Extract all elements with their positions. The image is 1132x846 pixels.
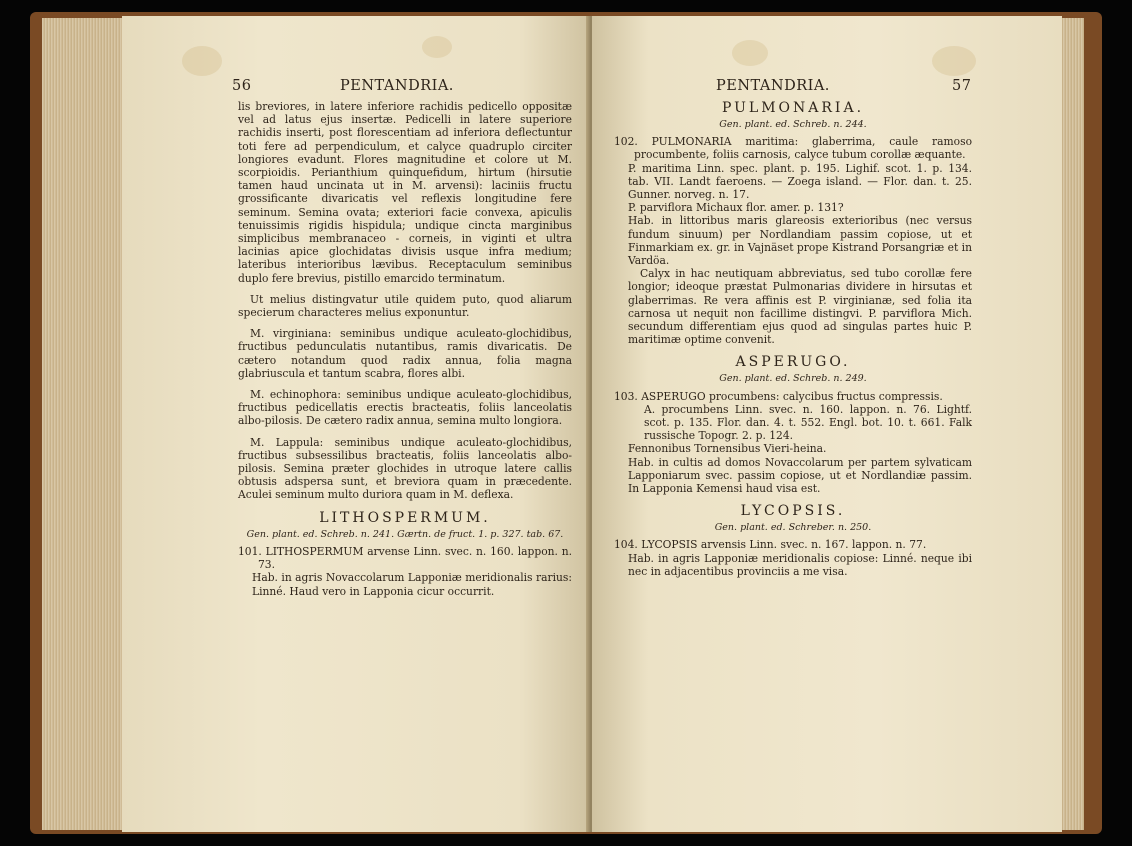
paper-stain	[932, 46, 976, 76]
paper-stain	[422, 36, 452, 58]
paragraph-echinophora: M. echinophora: seminibus undique aculeato-glochidibus, fructibus pedicellatis erectis bracteatis, foliis lanceolatis albo-pilosis. De cætero radix annua, semina multo longiora.	[238, 388, 572, 428]
paper-stain	[732, 40, 768, 66]
fennic-name-103: Fennonibus Tornensibus Vieri-heina.	[628, 442, 827, 456]
left-page-content	[232, 78, 572, 598]
page-number: 56	[232, 78, 252, 94]
genus-reference: Gen. plant. ed. Schreb. n. 249.	[719, 373, 867, 385]
right-page-content	[614, 78, 972, 578]
synonym-parviflora: P. parviflora Michaux flor. amer. p. 131?	[628, 201, 844, 215]
paragraph-virginiana: M. virginiana: seminibus undique aculeato-glochidibus, fructibus pedunculatis nutantibus, ramis divaricatis. De cætero notandum quod radix annua, folia magna glabriuscula et tantum scabra, flores albi.	[238, 327, 572, 380]
genus-heading-pulmonaria: PULMONARIA.	[721, 100, 865, 116]
synonyms-102: P. maritima Linn. spec. plant. p. 195. Lighif. scot. 1. p. 134. tab. VII. Landt faeroens. — Zoega island. — Flor. dan. t. 25. Gunner. norveg. n. 17.	[628, 161, 972, 202]
synonyms-103: A. procumbens Linn. svec. n. 160. lappon. n. 76. Lightf. scot. p. 135. Flor. dan. 4. t. 552. Engl. bot. 10. t. 661. Falk russische Topogr. 2. p. 124.	[644, 402, 972, 443]
species-entry-103: 103. ASPERUGO procumbens: calycibus fructus compressis.	[614, 389, 943, 403]
genus-heading-asperugo: ASPERUGO.	[735, 354, 851, 371]
genus-reference: Gen. plant. ed. Schreber. n. 250.	[714, 522, 872, 534]
left-page-header	[232, 78, 572, 100]
paper-stain	[182, 46, 222, 76]
genus-heading-lycopsis: LYCOPSIS.	[740, 503, 846, 520]
genus-heading-lithospermum: LITHOSPERMUM.	[319, 509, 491, 526]
species-entry-101: 101. LITHOSPERMUM arvense Linn. svec. n. 160. lappon. n. 73.	[238, 544, 572, 572]
genus-reference: Gen. plant. ed. Schreb. n. 244.	[719, 119, 867, 130]
paragraph-lappula: M. Lappula: seminibus undique aculeato-glochidibus, fructibus subsessilibus bracteatis, foliis lanceolatis albo-pilosis. Semina præter glochides in utroque latere callis obtusis adspersa sunt, et breviora quam in præcedente. Aculei seminum multo duriora quam in M. deflexa.	[238, 435, 572, 502]
habitat-104: Hab. in agris Lapponiæ meridionalis copiose: Linné. neque ibi nec in adjacentibus provinciis a me visa.	[628, 551, 972, 578]
species-entry-104: 104. LYCOPSIS arvensis Linn. svec. n. 167. lappon. n. 77.	[614, 538, 927, 552]
paragraph-note: Ut melius distingvatur utile quidem puto, quod aliarum specierum characteres melius exponuntur.	[238, 292, 572, 320]
running-head: PENTANDRIA.	[340, 78, 454, 94]
habitat-102: Hab. in littoribus maris glareosis exterioribus (nec versus fundum sinuum) per Nordlandiam passim copiose, ut et Finmarkiam ex. gr. in Vajnäset prope Kistrand Porsangriæ et in Vardöa.	[628, 214, 972, 268]
paragraph-description: lis breviores, in latere inferiore rachidis pedicello oppositæ vel ad latus ejus insertæ. Pedicelli in latere superiore rachidis inserti, post florescentiam ad inferiora deflectuntur toti fere ad perpendiculum, et calyce quadruplo circiter longiores evadunt. Flores magnitudine et colore ut M. scorpioidis. Perianthium quinquefidum, hirtum (hirsutie tamen haud uncinata ut in M. arvensi): laciniis fructu grossificante divaricatis vel reflexis longitudine fere seminum. Semina ovata; exteriori facie convexa, apiculis tenuissimis rigidis hispidula; undique cincta marginibus simplicibus membranaceo - corneis, in viginti et ultra lacinias apice glochidatas divisis usque infra medium; lateribus interioribus lævibus. Receptaculum seminibus duplo fere brevius, pistillo emarcido terminatum.	[238, 100, 572, 285]
right-page-header	[614, 78, 972, 100]
right-page-edges	[1060, 18, 1084, 830]
habitat-101: Hab. in agris Novaccolarum Lapponiæ meridionalis rarius: Linné. Haud vero in Lapponia cicur occurrit.	[252, 571, 572, 598]
page-number: 57	[952, 78, 972, 94]
running-head: PENTANDRIA.	[716, 78, 830, 94]
habitat-103: Hab. in cultis ad domos Novaccolarum per partem sylvaticam Lapponiarum svec. passim copiose, ut et Nordlandiæ passim. In Lapponia Kemensi haud visa est.	[628, 455, 972, 496]
genus-reference: Gen. plant. ed. Schreb. n. 241. Gærtn. de fruct. 1. p. 327. tab. 67.	[246, 528, 564, 540]
note-102: Calyx in hac neutiquam abbreviatus, sed tubo corollæ fere longior; ideoque præstat Pulmonarias dividere in hirsutas et glaberrimas. Re vera affinis est P. virginianæ, sed folia ita carnosa ut nequit non facillime distingvi. P. parviflora Mich. secundum differentiam ejus quod ad singulas partes huic P. maritimæ optime convenit.	[628, 267, 972, 347]
species-entry-102: 102. PULMONARIA maritima: glaberrima, caule ramoso procumbente, foliis carnosis, calyce tubum corollæ æquante.	[614, 135, 972, 162]
right-page	[592, 16, 1062, 832]
left-page-edges	[42, 18, 124, 830]
left-page	[122, 16, 590, 832]
